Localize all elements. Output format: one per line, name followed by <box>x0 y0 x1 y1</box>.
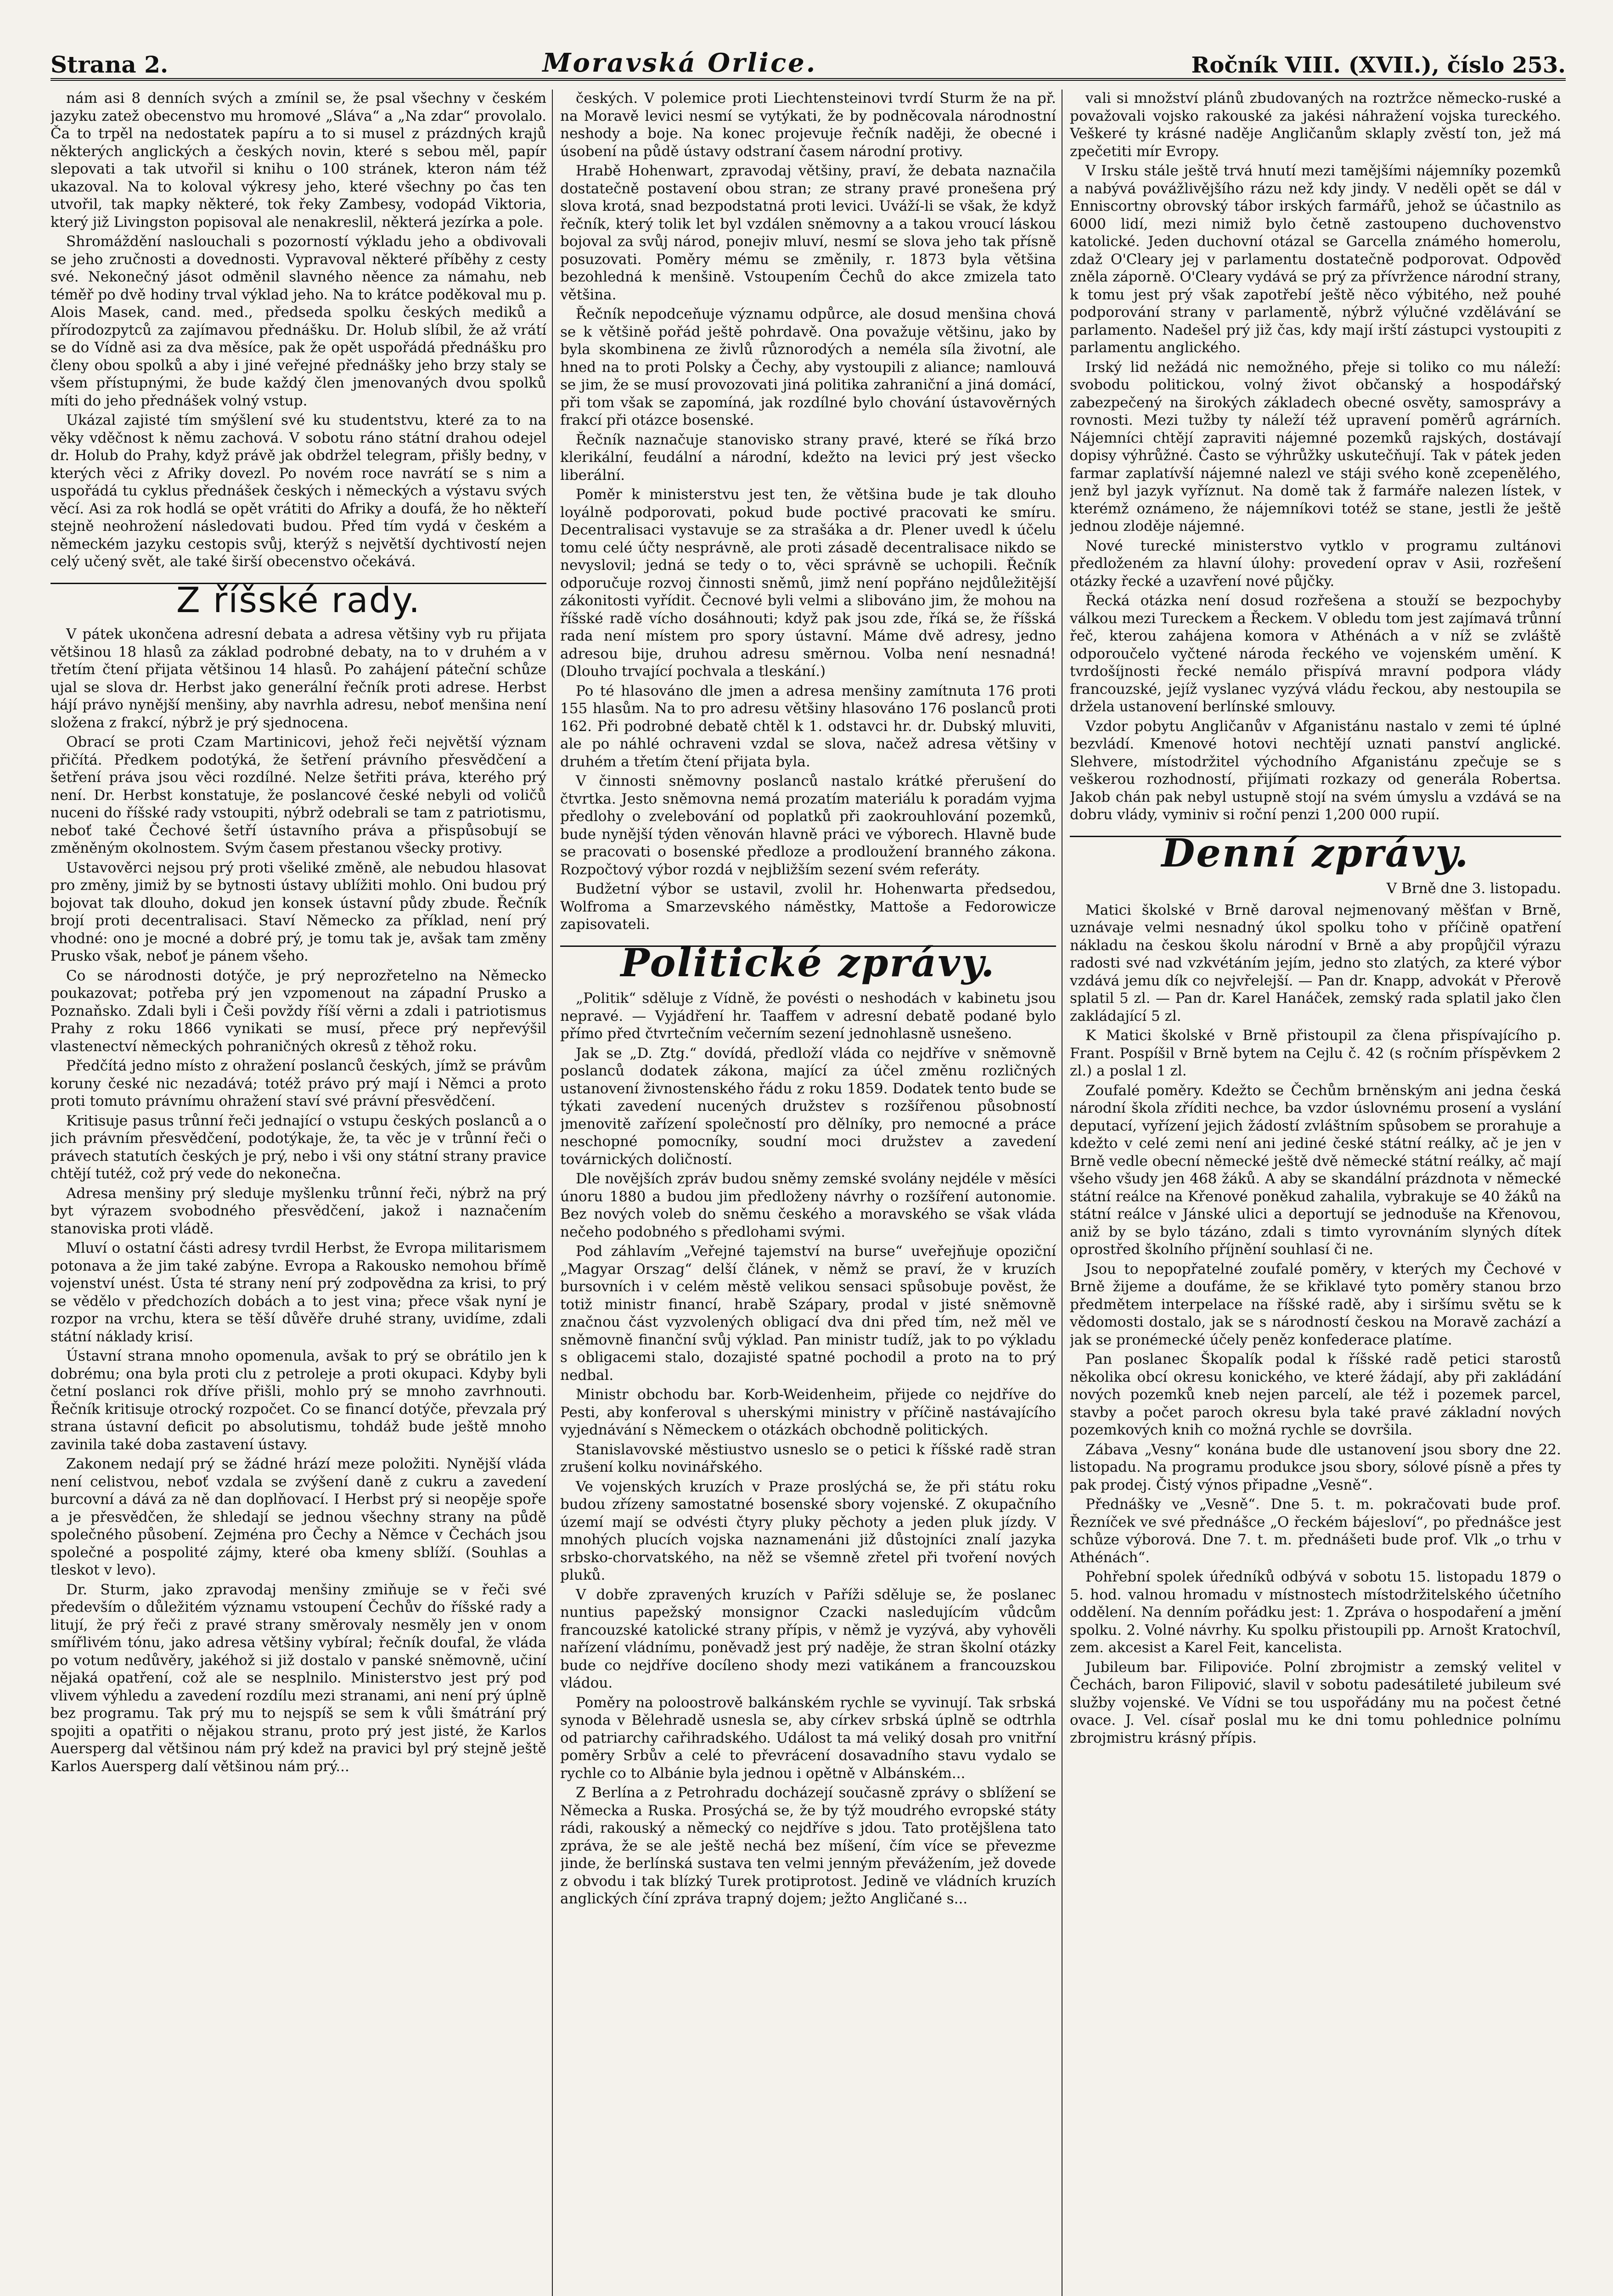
paragraph: Dle novějších zpráv budou sněmy zemské svolány nejdéle v měsíci únoru 1880 a budou jim předloženy návrhy o rozšíření autonomie. Bez nových voleb do sněmu českého a moravského se však vláda nečeho podobného s předlohami svými. <box>560 1171 1056 1240</box>
paragraph: Ustavověrci nejsou prý proti všeliké změně, ale nebudou hlasovat pro změny, jimiž by se bytnosti ústavy ublížiti mohlo. Oni budou prý bojovat tak dlouho, dokud jen konsek ústavní půdy zbude. Řečník brojí proti decentralisaci. Staví Německo za příklad, není prý vhodné: ono je mocné a dobré prý, je tomu tak je, avšak tam změny Prusko však, neboť je pánem všeho. <box>51 859 546 964</box>
section-title: Z říšské rady. <box>176 579 421 620</box>
paragraph: Mluví o ostatní části adresy tvrdil Herbst, že Evropa militarismem potonava a že jim také zabýne. Evropa a Rakousko nemohou břímě vojenství unést. Ústa té strany není prý zodpovědna za krisi, to prý se vědělo v předchozích dobách a to jest vina; přece však nyní je rozpor na vrchu, ktera se těší důvěře druhé strany, uvidíme, zdali státní náklady krisí. <box>51 1240 546 1345</box>
paragraph: Zoufalé poměry. Kdežto se Čechům brněnským ani jedna česká národní škola zříditi nechce, ba vzdor úslovnému prosení a vyslání deputací, vyřízení jejich žádostí zvláštním spůsobem se prorahuje a kdežto v celé zemi není ani jediné české státní reálky, ač je jen v Brně vedle obecní německé ještě dvě německé státní reálky, ač mají všeho všudy jen 468 žáků. A aby se skandální prázdnota v německé státní reálce na Křenové poněkud zahalila, vybrakuje se 40 žáků na státní reálce v Jánské ulici a deportují se jednoduše na Křenovou, aniž by se bylo tázáno, zdali s timto vyrovnáním slyných dítek oprostřed školního příjnění souhlasí či ne. <box>1070 1082 1561 1258</box>
paragraph: vali si množství plánů zbudovaných na roztržce německo-ruské a považovali vojsko rakouské za jakési náhražení vojska tureckého. Veškeré ty krásné naděje Angličanům sklaply zvěstí ton, jež má zpečetiti mír Evropy. <box>1070 90 1561 160</box>
paragraph: Co se národnosti dotýče, je prý neprozřetelno na Německo poukazovat; potřeba prý jen vzpomenout na západní Prusko a Poznaňsko. Zdali byli i Češi povždy říší věrni a zdali i patriotismus Prahy z roku 1866 vynikati se musí, přece prý nepřevýšil vlastenectví německých pohraničných okresů z těhož roku. <box>51 967 546 1055</box>
paragraph: Zábava „Vesny“ konána bude dle ustanovení jsou sbory dne 22. listopadu. Na programu produkce jsou sbory, sólové písně a přes ty pak prodej. Čistý výnos připadne „Vesně“. <box>1070 1441 1561 1493</box>
section-heading-rishske-rady <box>51 579 546 620</box>
paragraph: „Politik“ sděluje z Vídně, že povésti o neshodách v kabinetu jsou nepravé. — Vyjádření hr. Taaffem v adresní debatě podané bylo přímo před čtvrtečním večerním sezení jednohlasně usnešeno. <box>560 990 1056 1042</box>
paragraph: Matici školské v Brně daroval nejmenovaný měšťan v Brně, uznávaje velmi nesnadný úkol spolku toho v příčině opatření nákladu na českou školu národní v Brně a aby propůjčil výrazu radosti své nad vzkvétáním jejím, jedno sto zlatých, za které výbor vzdává jemu dík co nejvřelejší. — Pan dr. Knapp, advokát v Přerově splatil 5 zl. — Pan dr. Karel Hanáček, zemský rada splatil jako člen zakládající 5 zl. <box>1070 901 1561 1024</box>
paragraph: českých. V polemice proti Liechtensteinovi tvrdí Sturm že na př. na Moravě levici nesmí se vytýkati, že by podněcovala národnostní neshody a boje. Na konec projevuje řečník naději, že obecné i úsobení na půdě ústavy odstraní časem národní protivy. <box>560 90 1056 160</box>
paragraph: Irský lid nežádá nic nemožného, přeje si toliko co mu náleží: svobodu politickou, volný život občanský a hospodářský zabezpečený na širokých základech obecné osvěty, samosprávy a rovnosti. Mezi tužby ty náleží též upravení poměrů agrárních. Nájemníci chtějí zapraviti nájemné pozemků rajských, dostávají dopisy výhrůžné. Často se výhrůžky uskutečňují. Tak v pátek jeden farmar zaplatívší nájemné nalezl ve stáji svého koně zcepenělého, jenž byl jazyk vyříznut. Na domě tak ž farmáře nalezen lístek, v kterémž oznámeno, že nájemníkovi totéž se stane, jestli že ještě jednou zloděje nájemné. <box>1070 359 1561 535</box>
column-rule <box>552 90 553 2296</box>
paragraph: Jubileum bar. Filipoviće. Polní zbrojmistr a zemský velitel v Čechách, baron Filipović, slavil v sobotu padesátileté jubileum své služby vojenské. Ve Vídni se tou uspořádány mu na počest četné ovace. J. Vel. císař poslal mu ke dni tomu pohlednice polnímu zbrojmistru krásný přípis. <box>1070 1659 1561 1746</box>
paragraph: Ministr obchodu bar. Korb-Weidenheim, přijede co nejdříve do Pesti, aby konferoval s uherskými ministry v příčině nastávajícího vyjednávání s Německem o otázkách obchodně politických. <box>560 1386 1056 1438</box>
paragraph: Řečník naznačuje stanovisko strany pravé, které se říká brzo klerikální, feudální a národní, kdežto na levici prý jest všecko liberální. <box>560 431 1056 484</box>
paragraph: Obrací se proti Czam Martinicovi, jehož řeči největší význam přičítá. Předkem podotýká, že šetření právního přesvědčení a šetření práva jsou věci rozdílné. Nelze šetřiti práva, kterého prý není. Dr. Herbst konstatuje, že poslancové české nebyli od voličů nuceni do říšské rady vstoupiti, nýbrž odebrali se tam z patriotismu, neboť také Čechové šetří ústavního práva a přispůsobují se změněným okolnostem. Svým časem přestanou všecky protivy. <box>51 734 546 856</box>
issue-info: Ročník VIII. (XVII.), číslo 253. <box>1191 52 1566 78</box>
paragraph: Stanislavovské městiustvo usneslo se o petici k říšské radě stran zrušení kolku novinářského. <box>560 1441 1056 1475</box>
paragraph: Shromáždění naslouchali s pozorností výkladu jeho a obdivovali se jeho zručnosti a dovednosti. Vypravoval některé příběhy z cesty své. Nekonečný jásot odměnil slavného něence za námahu, neb téměř po dvě hodiny trval výklad jeho. Na to krátce poděkoval mu p. Alois Masek, cand. med., předseda spolku českých mediků a přírodozpytců za zajímavou přednášku. Dr. Holub slíbil, že až vrátí se do Vídně asi za dva měsíce, pak že opět uspořádá přednášku pro členy obou spolků a aby i jiné veřejné přednášky jeho brzy staly se všem přístupnými, že bude každý člen jmenovaných dvou spolků míti do jeho přednášek volný vstup. <box>51 233 546 409</box>
paragraph: Hrabě Hohenwart, zpravodaj většiny, praví, že debata naznačila dostatečně postavení obou stran; ze strany pravé pronešena prý slova krotá, snad bezpodstatná proti levici. Uváží-li se však, že když řečník, který tolik let byl vzdálen sněmovny a a takou vroucí láskou bojoval za svůj národ, ponejiv mluví, nesmí se slova jeho tak přísně posuzovati. Poměry mému se změnily, r. 1873 byla většina bezohledná k menšině. Vstoupením Čechů do akce zmizela tato většina. <box>560 163 1056 303</box>
paragraph: Ústavní strana mnoho opomenula, avšak to prý se obrátilo jen k dobrému; ona byla proti clu z petroleje a proti okupaci. Kdyby byli četní poslanci rok dříve přišli, mohlo prý se mnoho zavrhnouti. Řečník kritisuje otrocký rozpočet. Co se financí dotýče, převzala prý strana ústavní deficit po absolutismu, tohdáž bude ještě mnoho zavinila také doba zastavení ústavy. <box>51 1348 546 1453</box>
page-header <box>51 28 1566 81</box>
paragraph: Pan poslanec Škopalík podal k říšské radě petici starostů několika obcí okresu konického, ve které žádají, aby při zakládání nových pozemků kneb nejen parcelí, ale též i pozemek parcel, stavby a počet paroch okresu byla také pravé základní nových pozemkových knih co možná rychle se dovršila. <box>1070 1351 1561 1438</box>
paragraph: Budžetní výbor se ustavil, zvolil hr. Hohenwarta předsedou, Wolfroma a Smarzevského náměstky, Mattoše a Fedorowicze zapisovateli. <box>560 881 1056 933</box>
paragraph: Řecká otázka není dosud rozřešena a stouží se bezpochyby válkou mezi Tureckem a Řeckem. V obledu tom jest zajímavá trůnní řeč, kterou zahájena komora v Athénách a v níž se zvláště odporoučelo vyčtené národa řeckého ve vojenském umění. K tvrdošíjnosti řecké nemálo přispívá mravní podpora vlády francouzské, jejíž vyslanec vyzývá vládu řeckou, aby nestoupila se držela ustanovení berlínské smlouvy. <box>1070 592 1561 715</box>
paragraph: Pohřební spolek úředníků odbývá v sobotu 15. listopadu 1879 o 5. hod. valnou hromadu v místnostech místodržitelského účetního oddělení. Na denním pořádku jest: 1. Zpráva o hospodaření a jmění spolku. 2. Volné návrhy. Ku spolku přistoupili pp. Arnošt Kratochvíl, zem. akcesist a Karel Feit, kancelista. <box>1070 1569 1561 1656</box>
column-2 <box>560 90 1056 2296</box>
paragraph: Ukázal zajisté tím smýšlení své ku studentstvu, které za to na věky vděčnost k němu zachová. V sobotu ráno státní drahou odejel dr. Holub do Prahy, když právě jak obdržel telegram, přišly bedny, v kterých věci z Afriky dovezl. Po novém roce navrátí se s nim a uspořádá tu cyklus přednášek českých i německých a výstavu svých věcí. Asi za rok hodlá se opět vrátiti do Afriky a doufá, že ho někteří stejně neohrožení následovati budou. Před tím vydá v českém a německém jazyku cestopis svůj, kterýž s největší dychtivostí nejen celý učený svět, ale také širší obecenstvo očekává. <box>51 412 546 570</box>
paragraph: Předčítá jedno místo z ohražení poslanců českých, jímž se právům koruny české nic nezadává; totéž právo prý mají i Němci a proto proti tomuto právnímu ohražení staví své právní přesvědčení. <box>51 1058 546 1109</box>
masthead: Moravská Orlice. <box>542 48 817 78</box>
paragraph: Po té hlasováno dle jmen a adresa menšiny zamítnuta 176 proti 155 hlasům. Na to pro adresu většiny hlasováno 176 poslanců proti 162. Při podrobné debatě chtěl k 1. odstavci hr. dr. Dubský mluviti, ale po náhlé ochraveni vzdal se slova, načež adresa většiny v druhém a třetím čtení přijata byla. <box>560 682 1056 770</box>
paragraph: Dr. Sturm, jako zpravodaj menšiny zmiňuje se v řeči své především o důležitém významu vstoupení Čechův do říšské rady a litují, že prý řeči z pravé strany směrovaly nesměly jen v onom smířlivém tónu, jako adresa většiny vybíral; řečník doufal, že vláda po votum nedůvěry, jakéhož si již dostalo v panské sněmovně, učiní nějaká opatření, což ale se nesplnilo. Ministerstvo jest prý pod vlivem výhledu a zavedení rozdílu mezi stranami, ani není prý úplně bez programu. Tak prý mu to nejspíš se sem k vůli šmátrání prý spojiti a opatřiti o nějakou stranu, proto prý jest jisté, že Karlos Auersperg dal většinou nám prý kdež na pravici byl prý stejně ještě Karlos Auersperg dalí většinou nám prý... <box>51 1581 546 1775</box>
section-heading-denni-zpravy <box>1070 830 1561 876</box>
paragraph: K Matici školské v Brně přistoupil za člena přispívajícího p. Frant. Pospíšil v Brně bytem na Cejlu č. 42 (s ročním příspěvkem 2 zl.) a poslal 1 zl. <box>1070 1027 1561 1079</box>
paragraph: Jak se „D. Ztg.“ dovídá, předloží vláda co nejdříve v sněmovně poslanců dodatek zákona, mající za účel změnu rozličných ustanovení živnostenského řádu z roku 1859. Dodatek tento bude se týkati zavedení nucených družstev s rozšířenou působností jmenovitě zařízení společností pro dělníky, pro nemocné a práce neschopné pomocníky, soudní moci družstev a zavedení továrnických doličností. <box>560 1045 1056 1168</box>
paragraph: Jsou to nepopřatelné zoufalé poměry, v kterých my Čechové v Brně žijeme a doufáme, že se křiklavé tyto poměry stanou brzo předmětem interpelace na říšské radě, aby i siršímu světu se k vědomosti dostalo, jak se s národností českou na Moravě zachází a jak se pronémecké účely peněz konfederace platíme. <box>1070 1261 1561 1348</box>
paragraph: Adresa menšiny prý sleduje myšlenku trůnní řeči, nýbrž na prý byt výrazem svobodného přesvědčení, jakož i naznačením stanoviska proti vládě. <box>51 1185 546 1237</box>
paragraph: Řečník nepodceňuje významu odpůrce, ale dosud menšina chová se k většině pořád ještě pohrdavě. Ona považuje většinu, jako by byla skombinena ze živlů různorodých a neméla síla životní, ale hned na to proti Polsky a Čechy, aby vystoupili z aliance; namlouvá se jim, že se musí provozovati jiná politika zahraniční a jiná domácí, při tom však se zapomíná, jak rozdílné bylo chování ústavověrných frakcí při otázce bosenské. <box>560 306 1056 428</box>
section-title: Politické zprávy. <box>620 940 996 985</box>
paragraph: Poměr k ministerstvu jest ten, že většina bude je tak dlouho loyálně podporovati, pokud bude poctivé pracovati ke smíru. Decentralisaci vystavuje se za strašáka a dr. Plener uvedl k účelu tomu celé účty nesprávně, ale proti zásadě decentralisace nikdo se nevyslovil; jedná se tedy o to, věci správně se uchopili. Řečník odporučuje rozvoj činnosti sněmů, jimž není popřáno nejdůležitější zákonitosti vyřídit. Čecnové byli velmi a slibováno jim, že mohou na říšské radě vícho dosáhnouti; když pak jsou zde, říká se, že říšská rada není místem pro spory ústavní. Máme dvě adresy, jedno adresou bije, druhou adresu směrnou. Volba není nesnadná! (Dlouho trvající pochvala a tleskání.) <box>560 486 1056 680</box>
section-heading-politicke-zpravy <box>560 940 1056 985</box>
paragraph: Ve vojenských kruzích v Praze proslýchá se, že při státu roku budou zřízeny samostatné bosenské sbory vojenské. Z okupačního území mají se odvésti čtyry pluky pěchoty a jeden pluk jízdy. V mnohých plucích vojska naznamenáni již důstojníci znalí jazyka srbsko-chorvatského, na něž se všemně zřetel při tvoření nových pluků. <box>560 1478 1056 1583</box>
paragraph: Vzdor pobytu Angličanův v Afganistánu nastalo v zemi té úplné bezvládí. Kmenové hotovi nechtějí uznati panství anglické. Slehvere, místodržitel východního Afganistánu zpečuje se s veškerou rozhodností, přijímati rozkazy od generála Robertsa. Jakob chán pak nebyl ustupně stojí na svém úmyslu a vzdává se na dobru vlády, vyminiv si roční penzi 1,200 000 rupií. <box>1070 718 1561 823</box>
paragraph: Poměry na poloostrově balkánském rychle se vyvinují. Tak srbská synoda v Bělehradě usnesla se, aby církev srbská úplně se odtrhla od patriarchy cařihradského. Událost ta má veliký dosah pro vnitřní poměry Srbův a celé to převrácení dosavadního stavu vydalo se rychle co to Albánie byla jednou i opětně v Albánském... <box>560 1694 1056 1782</box>
paragraph: Kritisuje pasus trůnní řeči jednající o vstupu českých poslanců a o jich právním přesvědčení, podotýkaje, že, ta věc je v trůnní řeči o právech statutích českých je prý, nebo i vši ony státní strany pravice chtějí tutéž, což prý vede do nekonečna. <box>51 1112 546 1182</box>
column-3 <box>1070 90 1561 2296</box>
paragraph: V činnosti sněmovny poslanců nastalo krátké přerušení do čtvrtka. Jesto sněmovna nemá prozatím materiálu k poradám vyjma předlohy o zvelebování od poplatků při zaokrouhlování pozemků, bude nynější týden věnován hlavně práci ve výborech. Hlavně bude se pracovati o bosenské předloze a prodloužení branného zákona. Rozpočtový výbor rozdá v nejbližším sezení svém referáty. <box>560 773 1056 878</box>
paragraph: Přednášky ve „Vesně“. Dne 5. t. m. pokračovati bude prof. Řezníček ve své přednášce „O řeckém bájesloví“, po přednášce jest schůze výborová. Dne 7. t. m. přednášeti bude prof. Vlk „o trhu v Athénách“. <box>1070 1496 1561 1566</box>
paragraph: Pod záhlavím „Veřejné tajemství na burse“ uveřejňuje opoziční „Magyar Orszag“ delší článek, v němž se praví, že v kruzích bursovních i v celém městě velikou sensaci spůsobuje pověst, že totiž ministr financí, hrabě Szápary, prodal v jisté sněmovně značnou část vyzvolených obligací dva dni před tím, než měl ve sněmovně finanční svůj výklad. Pan ministr tudíž, jak to po výkladu s obligacemi stalo, dozajisté spatné pochodil a proto na to prý nedbal. <box>560 1243 1056 1384</box>
paragraph: V dobře zpravených kruzích v Paříži sděluje se, že poslanec nuntius papežský monsignor Czacki nasledujícím vůdcům francouzské katolické strany přípis, v němž je vyzývá, aby vyhověli nařízení vládnímu, poněvadž jest prý naděje, že stran školní otázky bude co nejdříve docíleno shody mezi vatikánem a francouzskou vládou. <box>560 1586 1056 1691</box>
section-title: Denní zprávy. <box>1161 830 1470 876</box>
paragraph: Zakonem nedají prý se žádné hrází meze položiti. Nynější vláda není celistvou, neboť vzdala se zvýšení daně z cukru a zavedení burcovní a dává za ně dan doplňovací. I Herbst prý si neopěje spoře a je přesvědčen, že shledají se jednou všechny strany na půdě společného působení. Zejména pro Čechy a Němce v Čechách jsou společné a pospolité zájmy, které oba kmeny sblíží. (Souhlas a tleskot v levo). <box>51 1456 546 1578</box>
paragraph: Z Berlína a z Petrohradu docházejí současně zprávy o sblížení se Německa a Ruska. Prosýchá se, že by týž moudrého evropské státy rádi, rakouský a německý co nejdříve s jdou. Tato protějšlena tato zpráva, že se ale ještě nechá bez míšení, čím více se převezme jinde, že berlínská sustava ten velmi jenným převážením, jež dovede z obvodu i tak blízký Turek protiprotost. Jedině ve vládních kruzích anglických číní zpráva trapný dojem; ježto Angličané s... <box>560 1784 1056 1907</box>
paragraph: V Irsku stále ještě trvá hnutí mezi tamějšími nájemníky pozemků a nabývá povážlivějšího rázu než kdy jindy. V neděli opět se dál v Enniscortny obrovský tábor irských farmářů, jehož se účastnilo as 6000 lidí, mezi nimiž bylo četně zastoupeno duchovenstvo katolické. Jeden duchovní otázal se Garcella známého homerolu, zdaž O'Cleary jej v parlamentu dostatečně podporovat. Odpověď zněla záporně. O'Cleary vydává se prý za přívržence národní strany, k tomu jest prý však zapotřebí ještě něco výbitého, než pouhé podporování strany v parlamentě, nýbrž výlučné vzdělávání se parlamento. Nadešel prý již čas, kdy mají irští zástupci vystoupiti z parlamentu anglického. <box>1070 163 1561 356</box>
column-1 <box>51 90 546 2296</box>
dateline: V Brně dne 3. listopadu. <box>1386 880 1561 897</box>
page-number: Strana 2. <box>51 51 169 78</box>
paragraph: Nové turecké ministerstvo vytklo v programu zultánovi předloženém za hlavní úlohy: provedení oprav v Asii, rozřešení otázky řecké a uzavření nové půjčky. <box>1070 537 1561 590</box>
paragraph: V pátek ukončena adresní debata a adresa většiny vyb ru přijata většinou 18 hlasů za základ podrobné debaty, na to v druhém a v třetím čtení přijata většinou 14 hlasů. Po zahájení páteční schůze ujal se slova dr. Herbst jako generální řečník proti adrese. Herbst hájí právo nynější menšiny, aby navrhla adresu, neboť menšina není složena z frakcí, nýbrž je prý sjednocena. <box>51 626 546 731</box>
paragraph: nám asi 8 denních svých a zmínil se, že psal všechny v českém jazyku zatež obecenstvo mu hromové „Sláva“ a „Na zdar“ provolalo. Ča to trpěl na nedostatek papíru a to si musel z prázdných krajů některých anglických a českých novin, které s sebou měl, papír slepovati a tak utvořil si knihu o 100 stránek, kteron nám též ukazoval. Na to koloval výkresy jeho, které všechny po čas ten utvořil, tak mapky některé, tok řeky Zambesy, vodopád Viktoria, který již Livingston popisoval ale nenakreslil, některá jezírka a pole. <box>51 90 546 231</box>
